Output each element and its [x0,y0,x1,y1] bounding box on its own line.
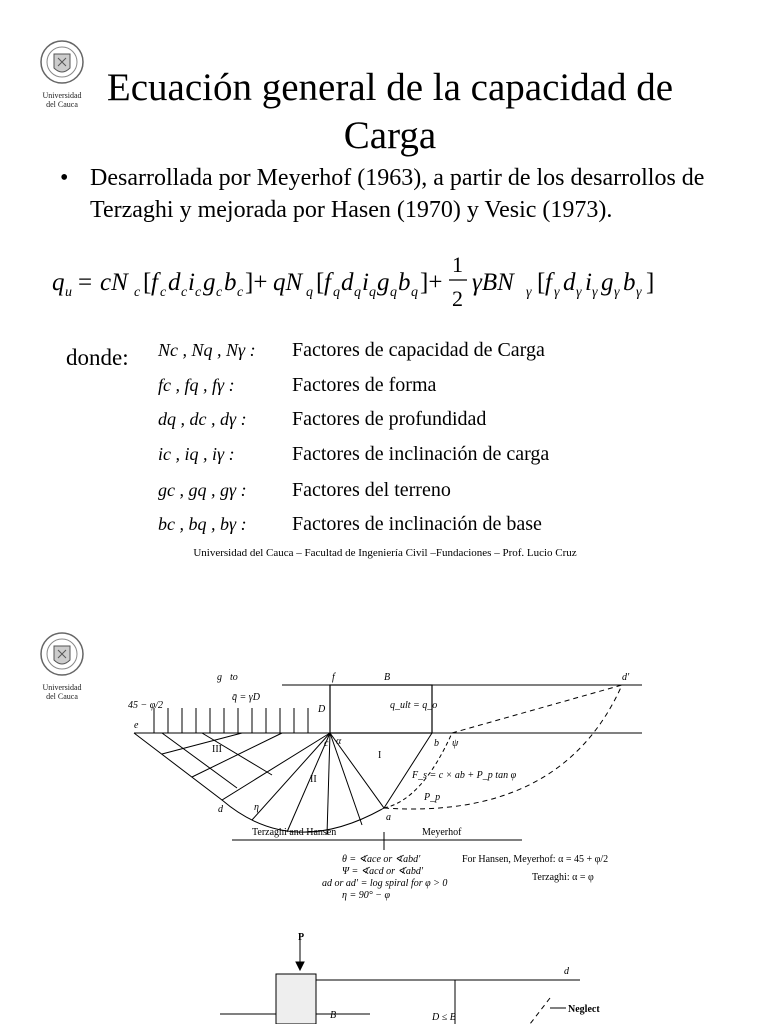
logo-caption-2: Universidad del Cauca [42,683,82,701]
legend-spiral: ad or ad′ = log spiral for φ > 0 [322,878,448,889]
slide-footer: Universidad del Cauca – Facultad de Ingeniería Civil –Fundaciones – Prof. Lucio Cruz [193,547,577,559]
factor-desc-inclination-load: Factores de inclinación de carga [292,443,550,465]
width-b-label: B [330,1010,337,1021]
legend-psi: Ψ = ∢acd or ∢abd′ [342,866,424,877]
factor-symbols-shape: fc , fq , fγ : [158,375,235,395]
depth-label: D [318,704,326,715]
point-e: e [134,720,139,731]
svg-text:g: g [601,269,614,296]
point-d: d [218,804,223,815]
svg-text:]: ] [646,269,655,296]
svg-text:q: q [390,285,397,300]
university-seal-icon [36,630,88,678]
load-label: q_ult = q_o [390,700,438,711]
point-alpha: α [336,736,342,747]
bullet-text: Desarrollada por Meyerhof (1963), a partir de los desarrollos de Terzaghi y mejorada por Hasen (1970) y Vesic (1973). [90,165,705,223]
terzaghi-hansen-label: Terzaghi and Hansen [252,827,337,838]
legend-eta: η = 90° − φ [342,890,390,901]
svg-text:γ: γ [592,285,598,300]
svg-text:[: [ [143,269,152,296]
svg-text:g: g [203,269,216,296]
point-eta: η [254,802,259,813]
point-f: f [332,672,335,683]
svg-text:γ: γ [636,285,642,300]
svg-text:d: d [563,269,576,296]
zone-i-label: I [378,750,382,761]
point-psi: ψ [452,738,459,749]
svg-text:u: u [65,285,72,300]
legend-theta: θ = ∢ace or ∢abd′ [342,854,421,865]
factor-desc-ground: Factores del terreno [292,479,451,501]
university-logo [36,38,88,109]
svg-text:γ: γ [614,285,620,300]
point-a: a [386,812,391,823]
university-logo-2 [36,630,88,701]
svg-text:b: b [398,269,411,296]
svg-text:c: c [181,285,188,300]
svg-text:qN: qN [273,269,303,296]
point-d-label: d [564,966,569,977]
svg-text:f: f [545,269,552,296]
angle-label: 45 − φ/2 [128,700,164,711]
svg-text:2: 2 [452,286,463,311]
svg-text:i: i [585,269,592,296]
svg-text:]+: ]+ [245,269,268,296]
svg-text:cN: cN [100,269,128,296]
friction-label: F_s = c × ab + P_p tan φ [412,770,517,781]
svg-text:c: c [195,285,202,300]
passive-label: P_p [424,792,441,803]
bearing-capacity-equation [48,248,748,314]
depth-limit-label: D ≤ B [432,1012,456,1023]
point-c: c [324,738,329,749]
hansen-note: For Hansen, Meyerhof: α = 45 + φ/2 [462,854,609,865]
svg-text:1: 1 [452,252,463,277]
load-p-label: P [298,932,305,943]
svg-text:q: q [354,285,361,300]
zone-iii-label: III [212,744,222,755]
point-b: b [434,738,439,749]
factor-desc-depth: Factores de profundidad [292,408,487,430]
svg-text:q: q [411,285,418,300]
svg-text:q: q [306,285,313,300]
svg-text:γBN: γBN [472,269,514,296]
factor-symbols-ground: gc , gq , gγ : [158,480,247,500]
svg-text:c: c [134,285,141,300]
svg-text:]+: ]+ [420,269,443,296]
svg-text:q: q [369,285,376,300]
svg-text:d: d [168,269,181,296]
svg-text:c: c [160,285,167,300]
surcharge-label: q̄ = γD [232,692,260,703]
factor-symbols-inclination-load: ic , iq , iγ : [158,444,235,464]
neglect-label: Neglect [568,1004,600,1015]
width-label: B [384,672,391,683]
svg-text:γ: γ [576,285,582,300]
factor-desc-base: Factores de inclinación de base [292,513,542,535]
to-label: to [230,672,238,683]
svg-text:c: c [216,285,223,300]
logo-caption: Universidad del Cauca [42,91,82,109]
svg-text:d: d [341,269,354,296]
university-seal-icon [36,38,88,86]
terzaghi-note: Terzaghi: α = φ [532,872,594,883]
zone-ii-label: II [310,774,317,785]
factor-symbols-base: bc , bq , bγ : [158,514,247,534]
svg-text:i: i [362,269,369,296]
svg-text:i: i [188,269,195,296]
donde-label: donde: [66,345,129,370]
svg-text:c: c [237,285,244,300]
shallow-footing-diagram [200,928,630,1024]
bullet-icon: • [60,165,69,191]
svg-text:γ: γ [554,285,560,300]
point-g: g [217,672,222,683]
factor-desc-capacity: Factores de capacidad de Carga [292,339,545,361]
svg-text:g: g [377,269,390,296]
factor-symbols-depth: dq , dc , dγ : [158,409,247,429]
svg-text:q: q [52,269,65,296]
svg-text:=: = [78,269,93,296]
svg-text:f: f [151,269,158,296]
meyerhof-label: Meyerhof [422,827,462,838]
svg-text:[: [ [537,269,546,296]
slide-title: Ecuación general de la capacidad de Carga [106,66,674,157]
svg-text:b: b [224,269,237,296]
factor-symbols-capacity: Nc , Nq , Nγ : [158,340,256,360]
svg-text:f: f [324,269,331,296]
svg-text:b: b [623,269,636,296]
svg-text:q: q [333,285,340,300]
factor-desc-shape: Factores de forma [292,374,437,396]
failure-mechanism-diagram [122,660,652,920]
svg-text:[: [ [316,269,325,296]
svg-text:γ: γ [526,285,532,300]
point-d-prime: d′ [622,672,630,683]
